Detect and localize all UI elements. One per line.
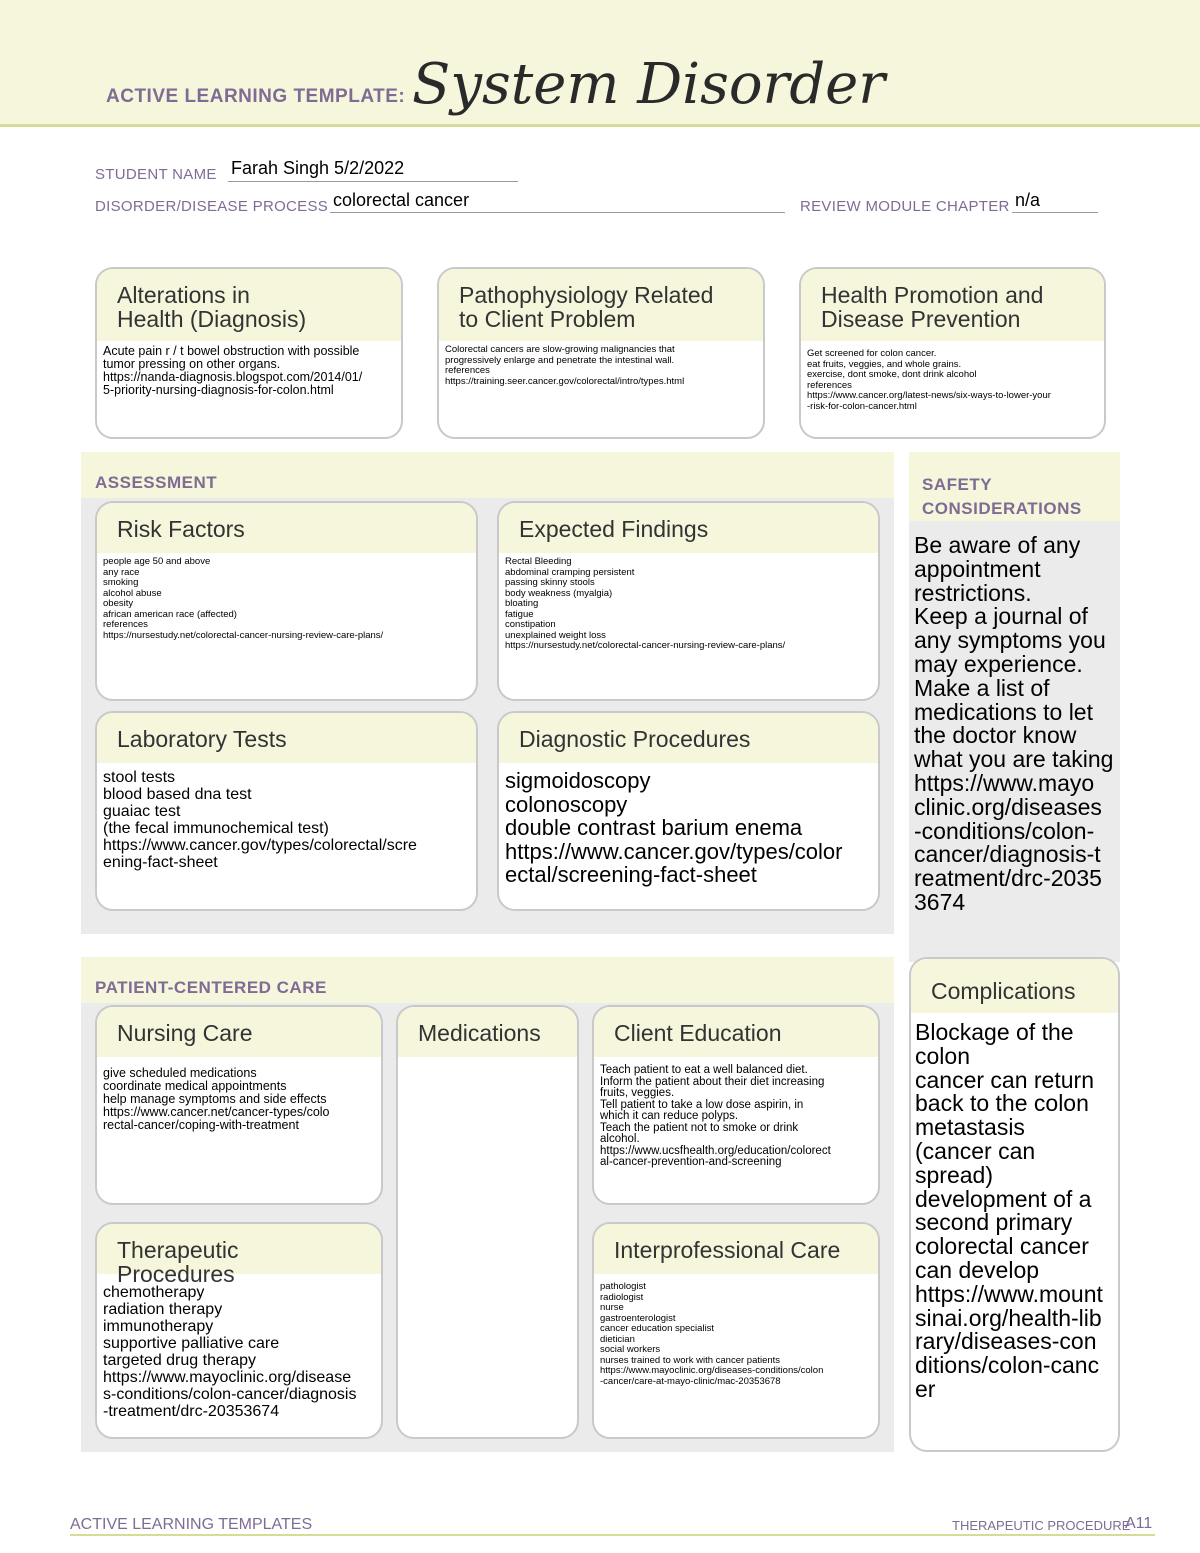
- template-title: System Disorder: [412, 52, 886, 117]
- risk-factors-body[interactable]: people age 50 and above any race smoking alcohol abuse obesity african american race (affected) references https://nursestudy.net/colorectal-cancer-nursing-review-care-plans/: [103, 556, 384, 641]
- disorder-line: [330, 212, 785, 213]
- disorder-field[interactable]: colorectal cancer: [333, 190, 470, 210]
- medications-body[interactable]: [398, 1057, 577, 1065]
- nursing-care-box: [95, 1005, 383, 1205]
- safety-body[interactable]: Be aware of any appointment restrictions. Keep a journal of any symptoms you may experience. Make a list of medications to let the doctor know what you are taking https://www.mayo clinic.org/diseases -conditions/colon- cancer/diagnosis-t reatment/drc-2035 3674: [914, 534, 1114, 915]
- complications-body[interactable]: Blockage of the colon cancer can return back to the colon metastasis (cancer can spread) development of a second primary colorectal cancer can develop https://www.mount sinai.org/health-lib rary/diseases-con ditions/colon-canc er: [915, 1019, 1103, 1402]
- laboratory-tests-title: Laboratory Tests: [97, 713, 476, 763]
- complications-box: [909, 957, 1120, 1452]
- risk-factors-box: [95, 501, 478, 701]
- footer-right-label: THERAPEUTIC PROCEDURE: [952, 1518, 1131, 1533]
- nursing-care-title: Nursing Care: [97, 1007, 381, 1057]
- health-promotion-body[interactable]: Get screened for colon cancer. eat fruits, veggies, and whole grains. exercise, dont smoke, dont drink alcohol references https://www.cancer.org/latest-news/six-ways-to-lower-your -risk-for-colon-cancer.html: [807, 348, 1051, 412]
- therapeutic-procedures-box: [95, 1222, 383, 1439]
- laboratory-tests-box: [95, 711, 478, 911]
- interprofessional-care-title: Interprofessional Care: [594, 1224, 878, 1274]
- complications-title: Complications: [911, 959, 1118, 1013]
- student-name-line: [228, 181, 518, 182]
- footer-page-number: A11: [1125, 1515, 1153, 1532]
- medications-title: Medications: [398, 1007, 577, 1057]
- laboratory-tests-body[interactable]: stool tests blood based dna test guaiac test (the fecal immunochemical test) https://www.cancer.gov/types/colorectal/scre ening-fact-sheet: [103, 769, 417, 871]
- safety-title: SAFETY CONSIDERATIONS: [922, 475, 1082, 518]
- diagnostic-procedures-box: [497, 711, 880, 911]
- client-education-title: Client Education: [594, 1007, 878, 1057]
- interprofessional-care-box: [592, 1222, 880, 1439]
- therapeutic-procedures-title: Therapeutic Procedures: [97, 1224, 381, 1274]
- therapeutic-procedures-body[interactable]: chemotherapy radiation therapy immunotherapy supportive palliative care targeted drug therapy https://www.mayoclinic.org/disease s-conditions/colon-cancer/diagnosis -treatment/drc-20353674: [103, 1284, 357, 1420]
- medications-box: [396, 1005, 579, 1439]
- alterations-title: Alterations in Health (Diagnosis): [97, 269, 401, 341]
- expected-findings-title: Expected Findings: [499, 503, 878, 553]
- interprofessional-care-body[interactable]: pathologist radiologist nurse gastroenterologist cancer education specialist dietician social workers nurses trained to work with cancer patients https://www.mayoclinic.org/diseases-conditions/colon -cancer/care-at-mayo-clinic/mac-20353678: [600, 1281, 824, 1387]
- expected-findings-box: [497, 501, 880, 701]
- pathophysiology-body[interactable]: Colorectal cancers are slow-growing malignancies that progressively enlarge and penetrate the intestinal wall. references https://training.seer.cancer.gov/colorectal/intro/types.html: [445, 344, 685, 387]
- health-promotion-box: [799, 267, 1106, 439]
- client-education-body[interactable]: Teach patient to eat a well balanced diet. Inform the patient about their diet increasing fruits, veggies. Tell patient to take a low dose aspirin, in which it can reduce polyps. Teach the patient not to smoke or drink alcohol. https://www.ucsfhealth.org/education/colorect al-cancer-prevention-and-screening: [600, 1064, 831, 1168]
- disorder-label: DISORDER/DISEASE PROCESS: [95, 198, 329, 215]
- health-promotion-title: Health Promotion and Disease Prevention: [801, 269, 1104, 341]
- alterations-box: [95, 267, 403, 439]
- student-name-label: STUDENT NAME: [95, 166, 217, 183]
- expected-findings-body[interactable]: Rectal Bleeding abdominal cramping persistent passing skinny stools body weakness (myalgia) bloating fatigue constipation unexplained weight loss https://nursestudy.net/colorectal-cancer-nursing-review-care-plans/: [505, 556, 786, 651]
- alterations-body[interactable]: Acute pain r / t bowel obstruction with possible tumor pressing on other organs. https://nanda-diagnosis.blogspot.com/2014/01/ 5-priority-nursing-diagnosis-for-colon.html: [103, 344, 363, 397]
- assessment-title: ASSESSMENT: [95, 473, 218, 492]
- pathophysiology-title: Pathophysiology Related to Client Problem: [439, 269, 763, 341]
- student-name-field[interactable]: Farah Singh 5/2/2022: [231, 158, 405, 178]
- chapter-field[interactable]: n/a: [1015, 190, 1041, 210]
- template-label: ACTIVE LEARNING TEMPLATE:: [106, 86, 406, 107]
- patient-centered-care-title: PATIENT-CENTERED CARE: [95, 978, 327, 997]
- chapter-line: [1012, 212, 1098, 213]
- footer-line: [70, 1534, 1155, 1536]
- risk-factors-title: Risk Factors: [97, 503, 476, 553]
- diagnostic-procedures-title: Diagnostic Procedures: [499, 713, 878, 763]
- nursing-care-body[interactable]: give scheduled medications coordinate medical appointments help manage symptoms and side effects https://www.cancer.net/cancer-types/colo rectal-cancer/coping-with-treatment: [103, 1066, 330, 1132]
- diagnostic-procedures-body[interactable]: sigmoidoscopy colonoscopy double contrast barium enema https://www.cancer.gov/types/color ectal/screening-fact-sheet: [505, 768, 843, 887]
- footer-left-label: ACTIVE LEARNING TEMPLATES: [70, 1516, 313, 1533]
- client-education-box: [592, 1005, 880, 1205]
- chapter-label: REVIEW MODULE CHAPTER: [800, 198, 1010, 215]
- pathophysiology-box: [437, 267, 765, 439]
